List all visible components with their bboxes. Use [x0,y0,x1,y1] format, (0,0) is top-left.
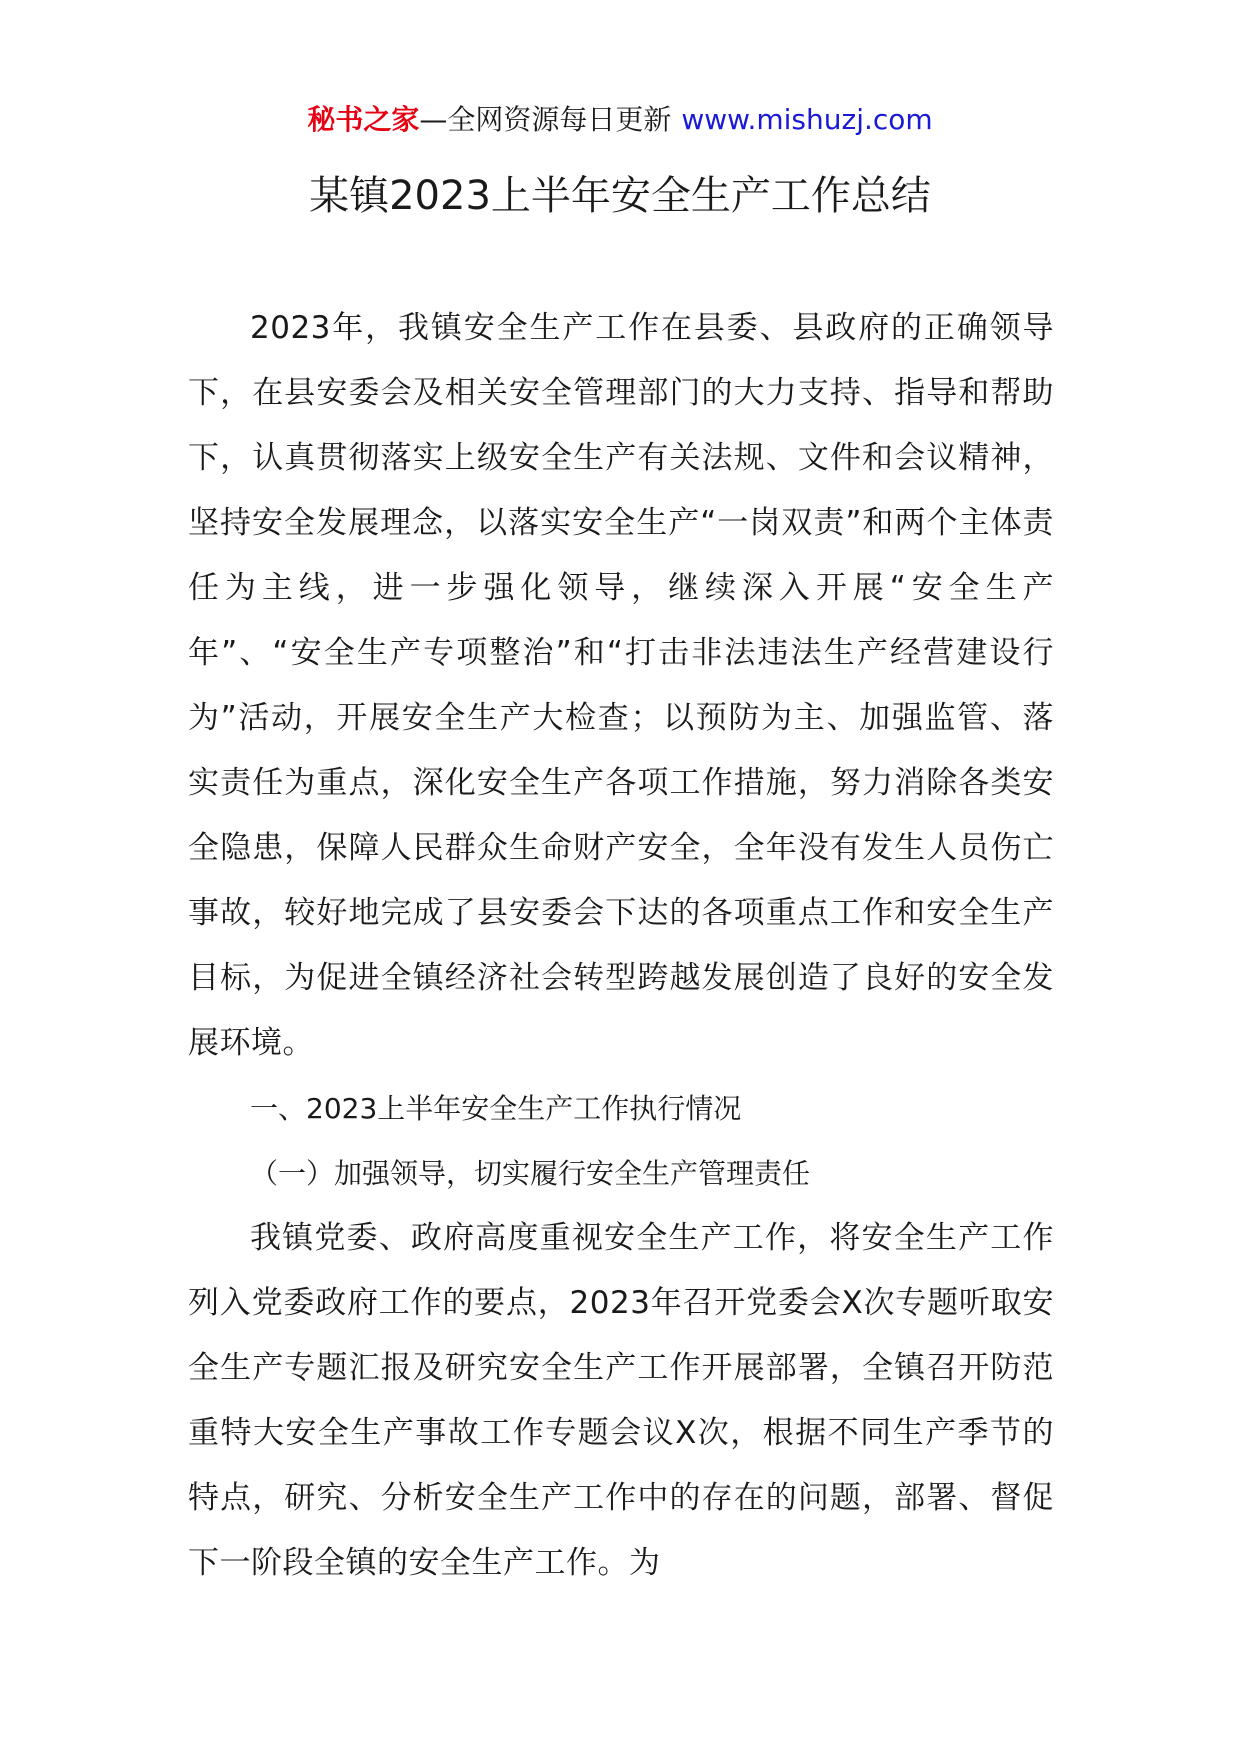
document-body [188,296,1054,1596]
site-header [0,100,1240,140]
site-url-link[interactable]: www.mishuzj.com [681,103,933,136]
subsection-heading: （一）加强领导，切实履行安全生产管理责任 [250,1157,811,1190]
document-title: 某镇2023上半年安全生产工作总结 [309,173,931,219]
header-tagline: —全网资源每日更新 [419,103,672,136]
section-heading: 一、2023上半年安全生产工作执行情况 [250,1092,742,1125]
intro-paragraph: 2023年，我镇安全生产工作在县委、县政府的正确领导下，在县安委会及相关安全管理部门的大力支持、指导和帮助下，认真贯彻落实上级安全生产有关法规、文件和会议精神，坚持安全发展理念，以落实安全生产“一岗双责”和两个主体责任为主线，进一步强化领导，继续深入开展“安全生产年”、“安全生产专项整治”和“打击非法违法生产经营建设行为”活动，开展安全生产大检查；以预防为主、加强监管、落实责任为重点，深化安全生产各项工作措施，努力消除各类安全隐患，保障人民群众生命财产安全，全年没有发生人员伤亡事故，较好地完成了县安委会下达的各项重点工作和安全生产目标，为促进全镇经济社会转型跨越发展创造了良好的安全发展环境。 [188,310,1054,1061]
subsection-paragraph: 我镇党委、政府高度重视安全生产工作，将安全生产工作列入党委政府工作的要点，2023年召开党委会X次专题听取安全生产专题汇报及研究安全生产工作开展部署，全镇召开防范重特大安全生产事故工作专题会议X次，根据不同生产季节的特点，研究、分析安全生产工作中的存在的问题，部署、督促下一阶段全镇的安全生产工作。为 [188,1220,1054,1581]
brand-name: 秘书之家 [307,103,420,136]
